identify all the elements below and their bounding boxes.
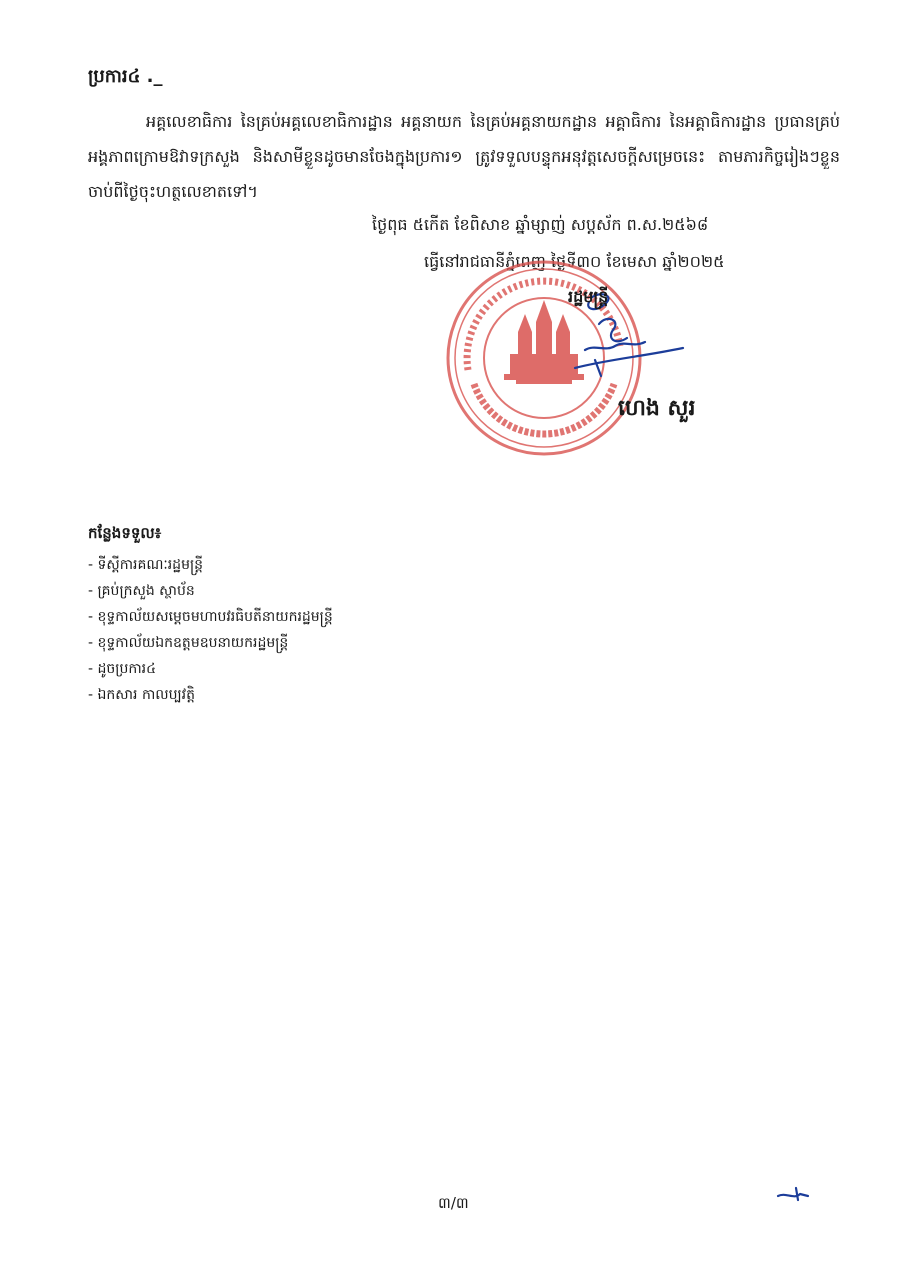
minister-name: ហេង សួរ <box>618 396 696 421</box>
list-item: - ខុទ្ទកាល័យសម្តេចមហាបវរធិបតីនាយករដ្ឋមន្ត្រី <box>88 609 333 625</box>
list-item: - ឯកសារ កាលប្បវត្តិ <box>88 687 195 703</box>
article-body-text: អគ្គលេខាធិការ នៃគ្រប់អគ្គលេខាធិការដ្ឋាន អគ្គនាយក នៃគ្រប់អគ្គនាយកដ្ឋាន អគ្គាធិការ នៃអគ្គាធិការដ្ឋាន ប្រធានគ្រប់អង្គភាពក្រោមឱវាទក្រសួង និងសាមីខ្លួនដូចមានចែងក្នុងប្រការ១ ត្រូវទទួលបន្ទុកអនុវត្តសេចក្តីសម្រេចនេះ តាមភារកិច្ចរៀងៗខ្លួនចាប់ពីថ្ងៃចុះហត្ថលេខាតទៅ។ <box>88 112 840 201</box>
list-item: - ដូចប្រការ៤ <box>88 661 157 677</box>
page-number: ៣/៣ <box>438 1194 469 1212</box>
list-item: - ទីស្តីការគណៈរដ្ឋមន្ត្រី <box>88 557 204 573</box>
recipients-list <box>88 552 333 708</box>
initial-mark <box>776 1186 810 1204</box>
place-date-line: ធ្វើនៅរាជធានីភ្នំពេញ ថ្ងៃទី៣០ ខែមេសា ឆ្នាំ២០២៥ <box>424 252 725 271</box>
recipients-title: កន្លែងទទួល៖ <box>88 524 162 542</box>
minister-title: រដ្ឋមន្ត្រី <box>568 287 609 306</box>
article-title: ប្រការ៤ ._ <box>88 66 163 87</box>
lunar-date-line: ថ្ងៃពុធ ៥កើត ខែពិសាខ ឆ្នាំម្សាញ់ សប្តស័ក ព.ស.២៥៦៨ <box>372 215 709 234</box>
article-body <box>88 104 840 209</box>
list-item: - ខុទ្ទកាល័យឯកឧត្តមឧបនាយករដ្ឋមន្ត្រី <box>88 635 289 651</box>
list-item: - គ្រប់ក្រសួង ស្ថាប័ន <box>88 583 195 599</box>
